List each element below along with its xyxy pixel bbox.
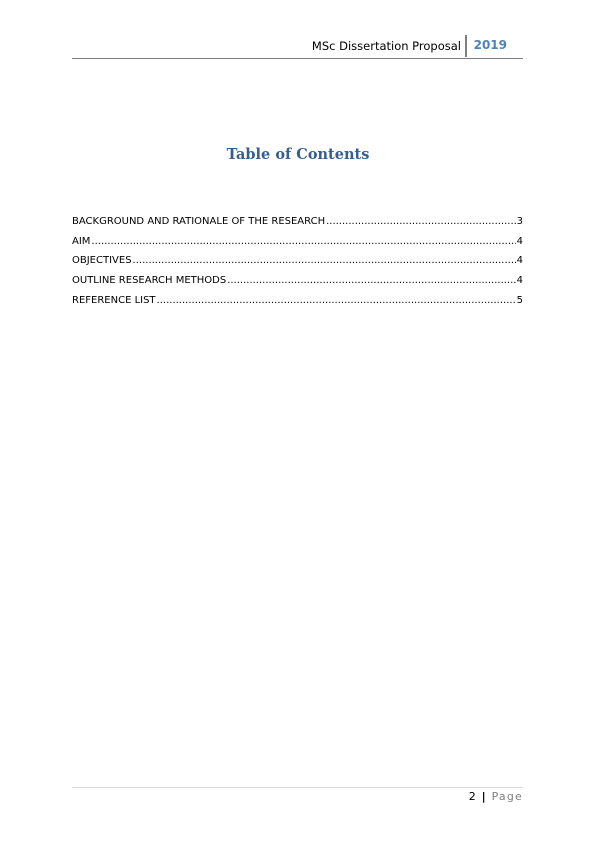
toc-entry-reference-list[interactable] [72, 295, 523, 315]
toc-entry-aim[interactable] [72, 236, 523, 256]
toc-entry-page: 3 [516, 216, 523, 227]
toc-entry-label: OBJECTIVES [72, 255, 132, 267]
header-year: 2019 [473, 38, 507, 52]
toc-entry-page: 4 [516, 275, 523, 287]
toc-entry-background[interactable] [72, 216, 523, 236]
toc-entry-outline-research-methods[interactable] [72, 275, 523, 295]
footer-separator: | [481, 790, 487, 803]
header-title: MSc Dissertation Proposal [311, 39, 461, 53]
footer-page-word: Page [491, 790, 523, 803]
page-footer [72, 787, 523, 812]
toc-entry-page: 4 [516, 255, 523, 267]
toc-entry-label: OUTLINE RESEARCH METHODS [72, 275, 227, 287]
toc-dot-leader [91, 236, 515, 247]
header-divider [465, 35, 467, 57]
footer-page-number: 2 [468, 790, 477, 803]
toc-entry-label: BACKGROUND AND RATIONALE OF THE RESEARCH [72, 216, 326, 227]
toc-dot-leader [326, 216, 516, 227]
toc-heading: Table of Contents [226, 146, 370, 163]
table-of-contents [72, 216, 523, 314]
toc-dot-leader [133, 255, 516, 266]
page-header [72, 34, 523, 59]
toc-dot-leader [227, 275, 515, 286]
toc-entry-page: 4 [516, 235, 523, 247]
toc-dot-leader [157, 295, 516, 306]
page-indicator [469, 790, 523, 803]
toc-entry-page: 5 [516, 294, 523, 306]
toc-entry-label: AIM [72, 235, 91, 247]
toc-entry-objectives[interactable] [72, 255, 523, 275]
toc-entry-label: REFERENCE LIST [72, 294, 156, 306]
